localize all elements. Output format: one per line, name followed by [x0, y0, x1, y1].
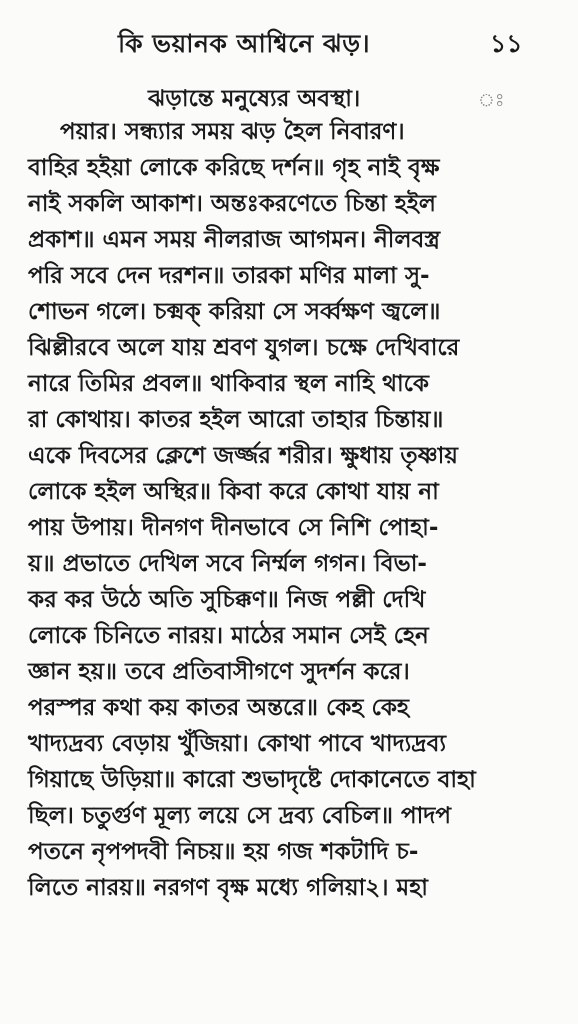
running-title: কি ভয়ানক আশ্বিনে ঝড়।	[118, 29, 371, 58]
text-line: খাদ্যদ্রব্য বেড়ায় খুঁজিয়া। কোথা পাবে খাদ্যদ্রব্য	[28, 731, 447, 757]
text-line: বাহির হইয়া লোকে করিছে দর্শন॥ গৃহ নাই বৃক্ষ	[28, 155, 440, 181]
text-line: জ্ঞান হয়॥ তবে প্রতিবাসীগণে সুদর্শন করে।	[28, 659, 410, 685]
text-line: পরস্পর কথা কয় কাতর অন্তরে॥ কেহ কেহ	[28, 695, 409, 721]
text-line: পতনে নৃপপদবী নিচয়॥ হয় গজ শকটাদি চ-	[28, 839, 419, 865]
text-line: নাই সকলি আকাশ। অন্তঃকরণেতে চিন্তা হইল	[28, 191, 436, 217]
text-line: রা কোথায়। কাতর হইল আরো তাহার চিন্তায়॥	[28, 407, 444, 433]
text-line: ছিল। চতুর্গুণ মূল্য লয়ে সে দ্রব্য বেচিল॥ পাদপ	[28, 803, 451, 829]
text-line: একে দিবসের ক্লেশে জর্জ্জর শরীর। ক্ষুধায় তৃষ্ণায়	[28, 443, 458, 469]
text-line: লোকে চিনিতে নারয়। মাঠের সমান সেই হেন	[28, 623, 429, 649]
text-line: পরি সবে দেন দরশন॥ তারকা মণির মালা সু-	[28, 263, 430, 289]
text-line: গিয়াছে উড়িয়া॥ কারো শুভাদৃষ্টে দোকানেতে বাহা	[28, 767, 476, 793]
text-line: য়॥ প্রভাতে দেখিল সবে নির্ম্মল গগন। বিভা-	[28, 551, 427, 577]
text-line: লিতে নারয়॥ নরগণ বৃক্ষ মধ্যে গলিয়া২। মহা	[28, 875, 428, 901]
text-line: পায় উপায়। দীনগণ দীনভাবে সে নিশি পোহা-	[28, 515, 439, 541]
text-line: লোকে হইল অস্থির॥ কিবা করে কোথা যায় না	[28, 479, 439, 505]
page-header	[0, 10, 578, 60]
text-line: কর কর উঠে অতি সুচিক্কণ॥ নিজ পল্লী দেখি	[28, 587, 426, 613]
text-line: নারে তিমির প্রবল॥ থাকিবার স্থল নাহি থাকে	[28, 371, 429, 397]
text-line: শোভন গলে। চক্মক্ করিয়া সে সর্ব্বক্ষণ জ্বলে॥	[28, 299, 441, 325]
text-line: পয়ার। সন্ধ্যার সময় ঝড় হৈল নিবারণ।	[60, 119, 405, 145]
text-line: ঝিল্লীরবে অলে যায় শ্রবণ যুগল। চক্ষে দেখিবারে	[28, 335, 460, 361]
margin-mark: ঃ	[478, 90, 505, 111]
text-line: প্রকাশ॥ এমন সময় নীলরাজ আগমন। নীলবস্ত্র	[28, 227, 441, 253]
page-number: ১১	[490, 29, 523, 58]
section-heading: ঝড়ান্তে মনুষ্যের অবস্থা।	[148, 86, 361, 112]
